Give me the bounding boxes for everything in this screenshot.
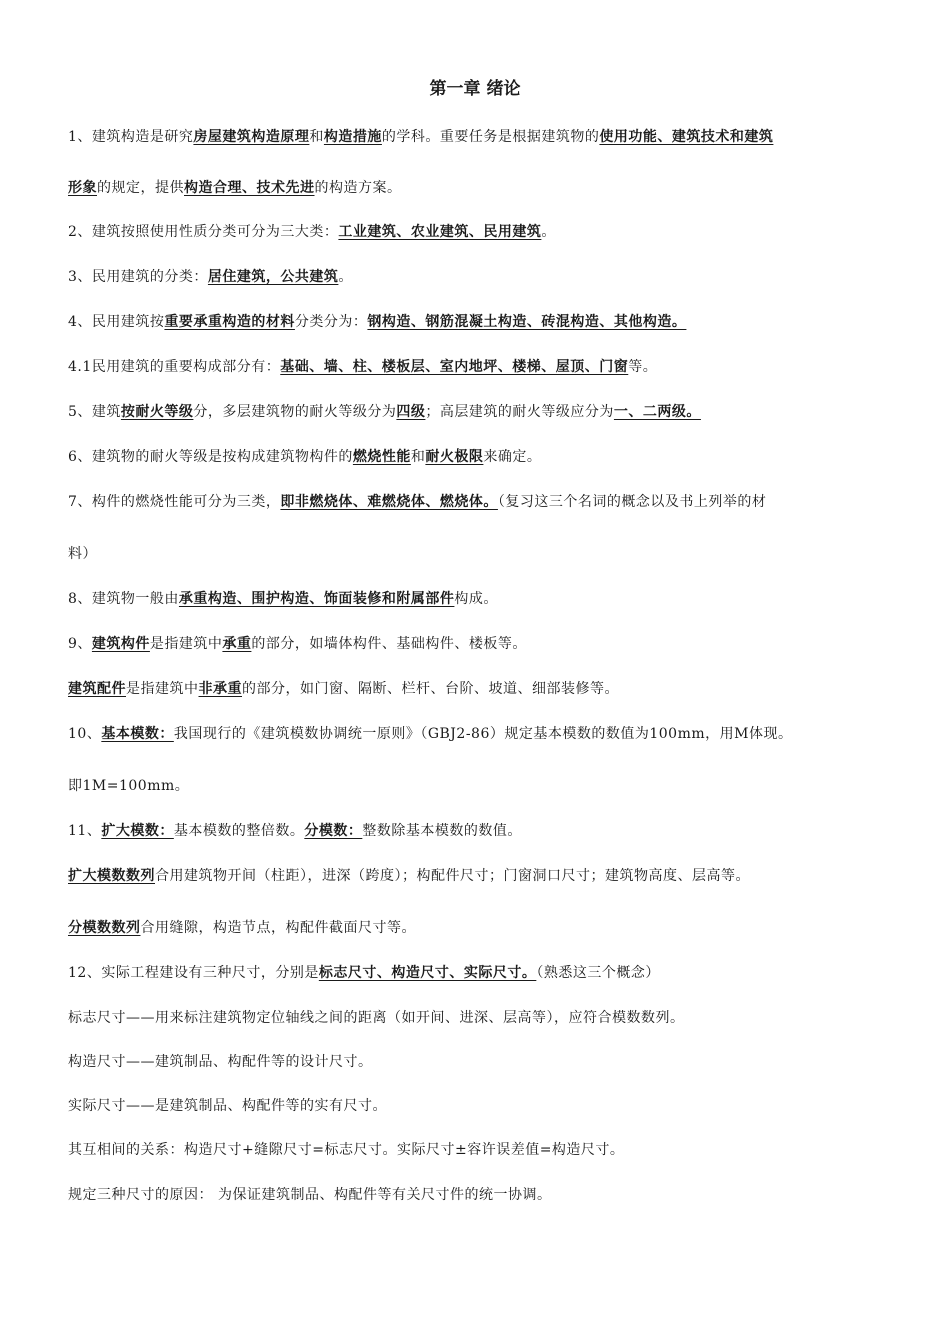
text-line (68, 1185, 551, 1205)
text-segment: 等。 (628, 359, 658, 375)
text-line (68, 724, 792, 744)
text-line (68, 492, 766, 512)
text-segment: 的学科。重要任务是根据建筑物的 (381, 129, 600, 145)
text-segment: 8、建筑物一般由 (68, 591, 179, 607)
key-term: 建筑配件 (68, 681, 126, 697)
key-term: 构造合理、技术先进 (184, 180, 315, 196)
text-segment: 其互相间的关系：构造尺寸+缝隙尺寸=标志尺寸。实际尺寸±容许误差值=构造尺寸。 (68, 1142, 625, 1158)
text-line (68, 544, 97, 564)
key-term: 标志尺寸、构造尺寸、实际尺寸。 (318, 965, 537, 981)
text-segment: 1、建筑构造是研究 (68, 129, 194, 145)
text-segment: 整数除基本模数的数值。 (362, 823, 522, 839)
text-line (68, 679, 619, 699)
text-line (68, 1096, 387, 1116)
text-segment: 实际尺寸——是建筑制品、构配件等的实有尺寸。 (68, 1098, 387, 1114)
text-segment: 2、建筑按照使用性质分类可分为三大类： (68, 224, 339, 240)
key-term: 扩大模数： (101, 823, 174, 839)
text-line (68, 178, 402, 198)
text-segment: 的部分，如墙体构件、基础构件、楼板等。 (251, 636, 527, 652)
text-segment: 分，多层建筑物的耐火等级分为 (193, 404, 397, 420)
text-segment: （熟悉这三个概念） (536, 965, 660, 981)
text-segment: 合用缝隙，构造节点，构配件截面尺寸等。 (140, 920, 416, 936)
key-term: 扩大模数数列 (68, 868, 155, 884)
key-term: 承重构造、围护构造、饰面装修和附属部件 (178, 591, 455, 607)
key-term: 一、二两级。 (613, 404, 701, 420)
text-line (68, 1052, 373, 1072)
text-segment: 分类分为： (294, 314, 368, 330)
text-segment: 我国现行的《建筑模数协调统一原则》（GBJ2-86）规定基本模数的数值为100mm，用M体现。 (173, 726, 793, 742)
text-line (68, 222, 556, 242)
text-segment: 料） (68, 546, 97, 562)
chapter-title: 第一章 绪论 (429, 79, 521, 99)
text-line (68, 589, 498, 609)
text-line (68, 1008, 685, 1028)
text-line (68, 312, 686, 332)
key-term: 燃烧性能 (352, 449, 411, 465)
text-segment: 5、建筑 (68, 404, 121, 420)
text-segment: （复习这三个名词的概念以及书上列举的材 (497, 494, 767, 510)
key-term: 基础、墙、柱、楼板层、室内地坪、楼梯、屋顶、门窗 (280, 359, 629, 375)
key-term: 承重 (222, 636, 252, 652)
key-term: 非承重 (198, 681, 242, 697)
key-term: 耐火极限 (425, 449, 484, 465)
key-term: 形象 (68, 180, 97, 196)
text-segment: 是指建筑中 (149, 636, 223, 652)
text-segment: 。 (338, 269, 353, 285)
text-segment: 构成。 (454, 591, 498, 607)
text-segment: 的构造方案。 (314, 180, 402, 196)
text-segment: 6、建筑物的耐火等级是按构成建筑物构件的 (68, 449, 353, 465)
text-line (68, 634, 527, 654)
text-segment: 和 (410, 449, 426, 465)
key-term: 分模数数列 (68, 920, 141, 936)
key-term: 构造措施 (323, 129, 382, 145)
text-segment: 和 (309, 129, 324, 145)
text-segment: 来确定。 (483, 449, 542, 465)
text-segment: 3、民用建筑的分类： (68, 269, 208, 285)
text-segment: 7、构件的燃烧性能可分为三类， (68, 494, 281, 510)
text-line (68, 866, 750, 886)
key-term: 分模数： (304, 823, 363, 839)
text-segment: 是指建筑中 (126, 681, 199, 697)
text-segment: 4、民用建筑按 (68, 314, 165, 330)
text-segment: 标志尺寸——用来标注建筑物定位轴线之间的距离（如开间、进深、层高等），应符合模数数列。 (68, 1010, 685, 1026)
text-segment: 10、 (68, 726, 102, 742)
key-term: 房屋建筑构造原理 (193, 129, 310, 145)
text-segment: 12、实际工程建设有三种尺寸，分别是 (68, 965, 319, 981)
text-segment: 基本模数的整倍数。 (173, 823, 305, 839)
text-segment: 即1M=100mm。 (68, 778, 190, 794)
text-line (68, 267, 353, 287)
key-term: 四级 (396, 404, 426, 420)
key-term: 工业建筑、农业建筑、民用建筑 (338, 224, 542, 240)
text-segment: ；高层建筑的耐火等级应分为 (425, 404, 614, 420)
text-line (68, 1140, 624, 1160)
text-line (68, 127, 773, 147)
key-term: 钢构造、钢筋混凝土构造、砖混构造、其他构造。 (367, 314, 687, 330)
text-line (68, 447, 541, 467)
key-term: 基本模数： (101, 726, 174, 742)
text-segment: 。 (541, 224, 556, 240)
text-segment: 11、 (68, 823, 102, 839)
text-segment: 合用建筑物开间（柱距），进深（跨度）；构配件尺寸；门窗洞口尺寸；建筑物高度、层高等。 (155, 868, 750, 884)
text-line (68, 963, 660, 983)
key-term: 按耐火等级 (120, 404, 194, 420)
text-segment: 的规定，提供 (97, 180, 184, 196)
text-segment: 构造尺寸——建筑制品、构配件等的设计尺寸。 (68, 1054, 373, 1070)
key-term: 重要承重构造的材料 (164, 314, 295, 330)
key-term: 建筑构件 (91, 636, 150, 652)
text-line (68, 357, 657, 377)
key-term: 即非燃烧体、难燃烧体、燃烧体。 (280, 494, 498, 510)
text-line (68, 821, 522, 841)
key-term: 使用功能、建筑技术和建筑 (599, 129, 774, 145)
text-line (68, 402, 701, 422)
text-line (68, 776, 189, 796)
text-line (68, 918, 416, 938)
text-segment: 4.1民用建筑的重要构成部分有： (68, 359, 281, 375)
key-term: 居住建筑，公共建筑 (207, 269, 339, 285)
text-segment: 9、 (68, 636, 92, 652)
text-segment: 规定三种尺寸的原因： 为保证建筑制品、构配件等有关尺寸件的统一协调。 (68, 1187, 552, 1203)
text-segment: 的部分，如门窗、隔断、栏杆、台阶、坡道、细部装修等。 (242, 681, 619, 697)
